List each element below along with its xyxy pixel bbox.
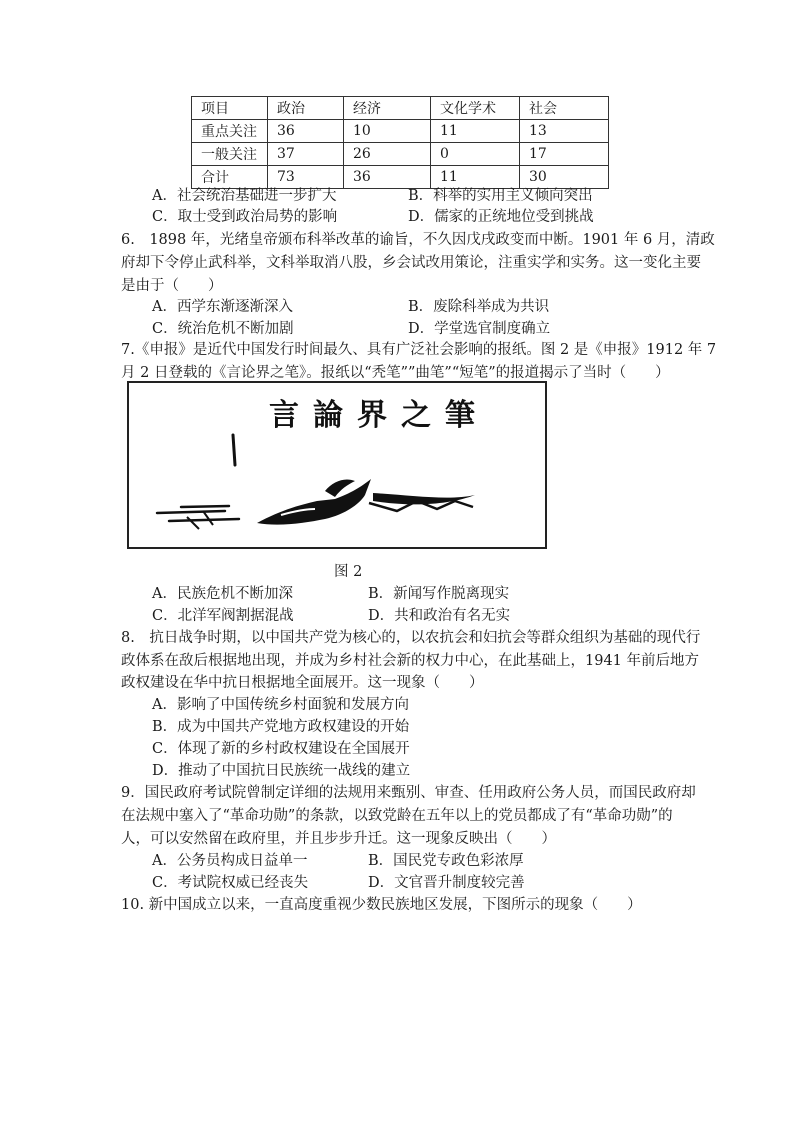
q5-option-b: B．科举的实用主义倾向突出: [408, 188, 593, 204]
brush-pen-illustration: [129, 383, 545, 547]
q7-option-a: A．民族危机不断加深: [152, 586, 293, 602]
table-cell: 36: [268, 120, 344, 143]
q8-option-b: B．成为中国共产党地方政权建设的开始: [152, 719, 410, 735]
table-cell: 13: [520, 120, 609, 143]
q9-option-c: C．考试院权威已经丧失: [152, 875, 309, 891]
q6-stem-line: 府却下令停止武科举，文科举取消八股，乡会试改用策论，注重实学和实务。这一变化主要: [121, 255, 701, 271]
q9-stem-line: 9．国民政府考试院曾制定详细的法规用来甄别、审查、任用政府公务人员，而国民政府却: [121, 785, 696, 801]
table-cell: 一般关注: [192, 143, 268, 166]
q7-stem-line: 月 2 日登载的《言论界之笔》。报纸以“秃笔””曲笔”“短笔”的报道揭示了当时（ ）: [121, 365, 670, 381]
q9-stem-line: 在法规中塞入了“革命功勋”的条款，以致党龄在五年以上的党员都成了有“革命功勋”的: [121, 808, 673, 824]
table-cell: 36: [344, 166, 431, 189]
q8-stem-line: 政权建设在华中抗日根据地全面展开。这一现象（ ）: [121, 675, 484, 691]
q5-option-c: C．取士受到政治局势的影响: [152, 209, 338, 225]
table-header-cell: 项目: [192, 97, 268, 120]
table-cell: 10: [344, 120, 431, 143]
table-header-cell: 社会: [520, 97, 609, 120]
ink-strokes-left: [157, 506, 239, 521]
q8-option-a: A．影响了中国传统乡村面貌和发展方向: [152, 697, 409, 713]
table-header-row: [192, 97, 609, 120]
q6-option-b: B．废除科举成为共识: [408, 299, 550, 315]
q6-option-a: A．西学东渐逐渐深入: [152, 299, 293, 315]
figure-title: 言論界之筆: [269, 399, 489, 432]
q8-stem-line: 8. 抗日战争时期，以中国共产党为核心的，以农抗会和妇抗会等群众组织为基础的现代行: [121, 630, 701, 646]
table-cell: 合计: [192, 166, 268, 189]
q6-option-d: D．学堂选官制度确立: [408, 321, 551, 337]
q6-option-c: C．统治危机不断加剧: [152, 321, 294, 337]
q10-stem-line: 10. 新中国成立以来，一直高度重视少数民族地区发展，下图所示的现象（ ）: [121, 897, 642, 913]
q5-option-a: A．社会统治基础进一步扩大: [152, 188, 337, 204]
table-cell: 73: [268, 166, 344, 189]
table-cell: 11: [431, 120, 520, 143]
q7-option-b: B．新闻写作脱离现实: [368, 586, 510, 602]
q9-option-b: B．国民党专政色彩浓厚: [368, 853, 524, 869]
table-cell: 26: [344, 143, 431, 166]
q9-option-d: D．文官晋升制度较完善: [368, 875, 525, 891]
table-cell: 30: [520, 166, 609, 189]
table-row: [192, 120, 609, 143]
q7-option-d: D．共和政治有名无实: [368, 608, 511, 624]
table-header-cell: 经济: [344, 97, 431, 120]
table-header-cell: 政治: [268, 97, 344, 120]
table-cell: 重点关注: [192, 120, 268, 143]
q8-option-d: D．推动了中国抗日民族统一战线的建立: [152, 763, 411, 779]
pen-body: [257, 479, 371, 525]
figure-2-cartoon: [127, 381, 547, 549]
table-cell: 37: [268, 143, 344, 166]
statistics-table: [191, 96, 609, 189]
table-cell: 17: [520, 143, 609, 166]
q8-option-c: C．体现了新的乡村政权建设在全国展开: [152, 741, 410, 757]
table-cell: 11: [431, 166, 520, 189]
table-cell: 0: [431, 143, 520, 166]
vertical-stroke: [233, 435, 235, 465]
q6-stem-line: 6. 1898 年，光绪皇帝颁布科举改革的谕旨，不久因戊戌政变而中断。1901 年 6 月，清政: [121, 232, 715, 248]
q5-option-d: D．儒家的正统地位受到挑战: [408, 209, 594, 225]
figure-caption: 图 2: [334, 564, 363, 580]
q6-stem-line: 是由于（ ）: [121, 278, 223, 294]
q7-stem-line: 7.《申报》是近代中国发行时间最久、具有广泛社会影响的报纸。图 2 是《申报》1912 年 7: [121, 342, 717, 358]
q9-stem-line: 人，可以安然留在政府里，并且步步升迁。这一现象反映出（ ）: [121, 831, 556, 847]
q7-option-c: C．北洋军阀割据混战: [152, 608, 294, 624]
q9-option-a: A．公务员构成日益单一: [152, 853, 308, 869]
q8-stem-line: 政体系在敌后根据地出现，并成为乡村社会新的权力中心，在此基础上，1941 年前后地方: [121, 653, 700, 669]
table-row: [192, 143, 609, 166]
table-header-cell: 文化学术: [431, 97, 520, 120]
